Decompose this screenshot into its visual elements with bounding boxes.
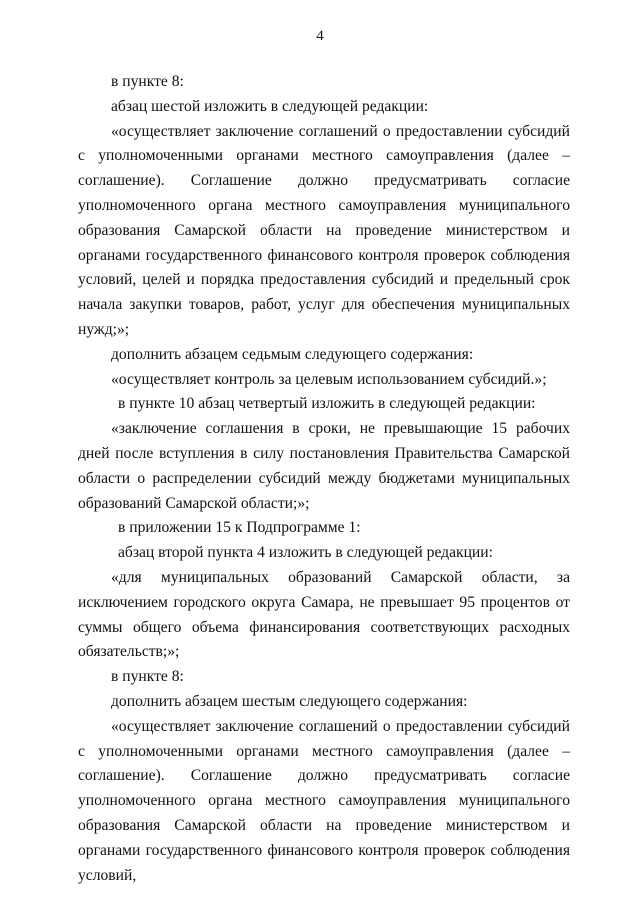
paragraph-12: дополнить абзацем шестым следующего содержания:	[111, 692, 468, 710]
paragraph-10: «для муниципальных образований Самарской области, за исключением городского округа Самара, не превышает 95 процентов от суммы общего объема финансирования соответствующих расходных обязательств;»;	[78, 568, 570, 661]
paragraph-8: в приложении 15 к Подпрограмме 1:	[118, 519, 361, 537]
paragraph-2: абзац шестой изложить в следующей редакции:	[111, 97, 429, 115]
paragraph-5: «осуществляет контроль за целевым использованием субсидий.»;	[111, 370, 547, 388]
paragraph-4: дополнить абзацем седьмым следующего содержания:	[111, 345, 474, 363]
paragraph-13: «осуществляет заключение соглашений о предоставлении субсидий с уполномоченными органами местного самоуправления (далее – соглашение). Соглашение должно предусматривать согласие уполномоченного органа местного самоуправления муниципального образования Самарской области на проведение министерством и органами государственного финансового контроля проверок соблюдения условий,	[78, 717, 570, 884]
document-body	[78, 70, 570, 888]
paragraph-7: «заключение соглашения в сроки, не превышающие 15 рабочих дней после вступления в силу постановления Правительства Самарской области о распределении субсидий между бюджетами муниципальных образований Самарской области;»;	[78, 420, 570, 512]
paragraph-6: в пункте 10 абзац четвертый изложить в следующей редакции:	[118, 395, 536, 413]
paragraph-9: абзац второй пункта 4 изложить в следующей редакции:	[118, 544, 493, 562]
paragraph-3: «осуществляет заключение соглашений о предоставлении субсидий с уполномоченными органами местного самоуправления (далее – соглашение). Соглашение должно предусматривать согласие уполномоченного органа местного самоуправления муниципального образования Самарской области на проведение министерством и органами государственного финансового контроля проверок соблюдения условий, целей и порядка предоставления субсидий и предельный срок начала закупки товаров, работ, услуг для обеспечения муниципальных нужд;»;	[78, 122, 570, 338]
paragraph-11: в пункте 8:	[111, 668, 184, 686]
page-number: 4	[316, 28, 324, 44]
paragraph-1: в пункте 8:	[111, 73, 184, 90]
